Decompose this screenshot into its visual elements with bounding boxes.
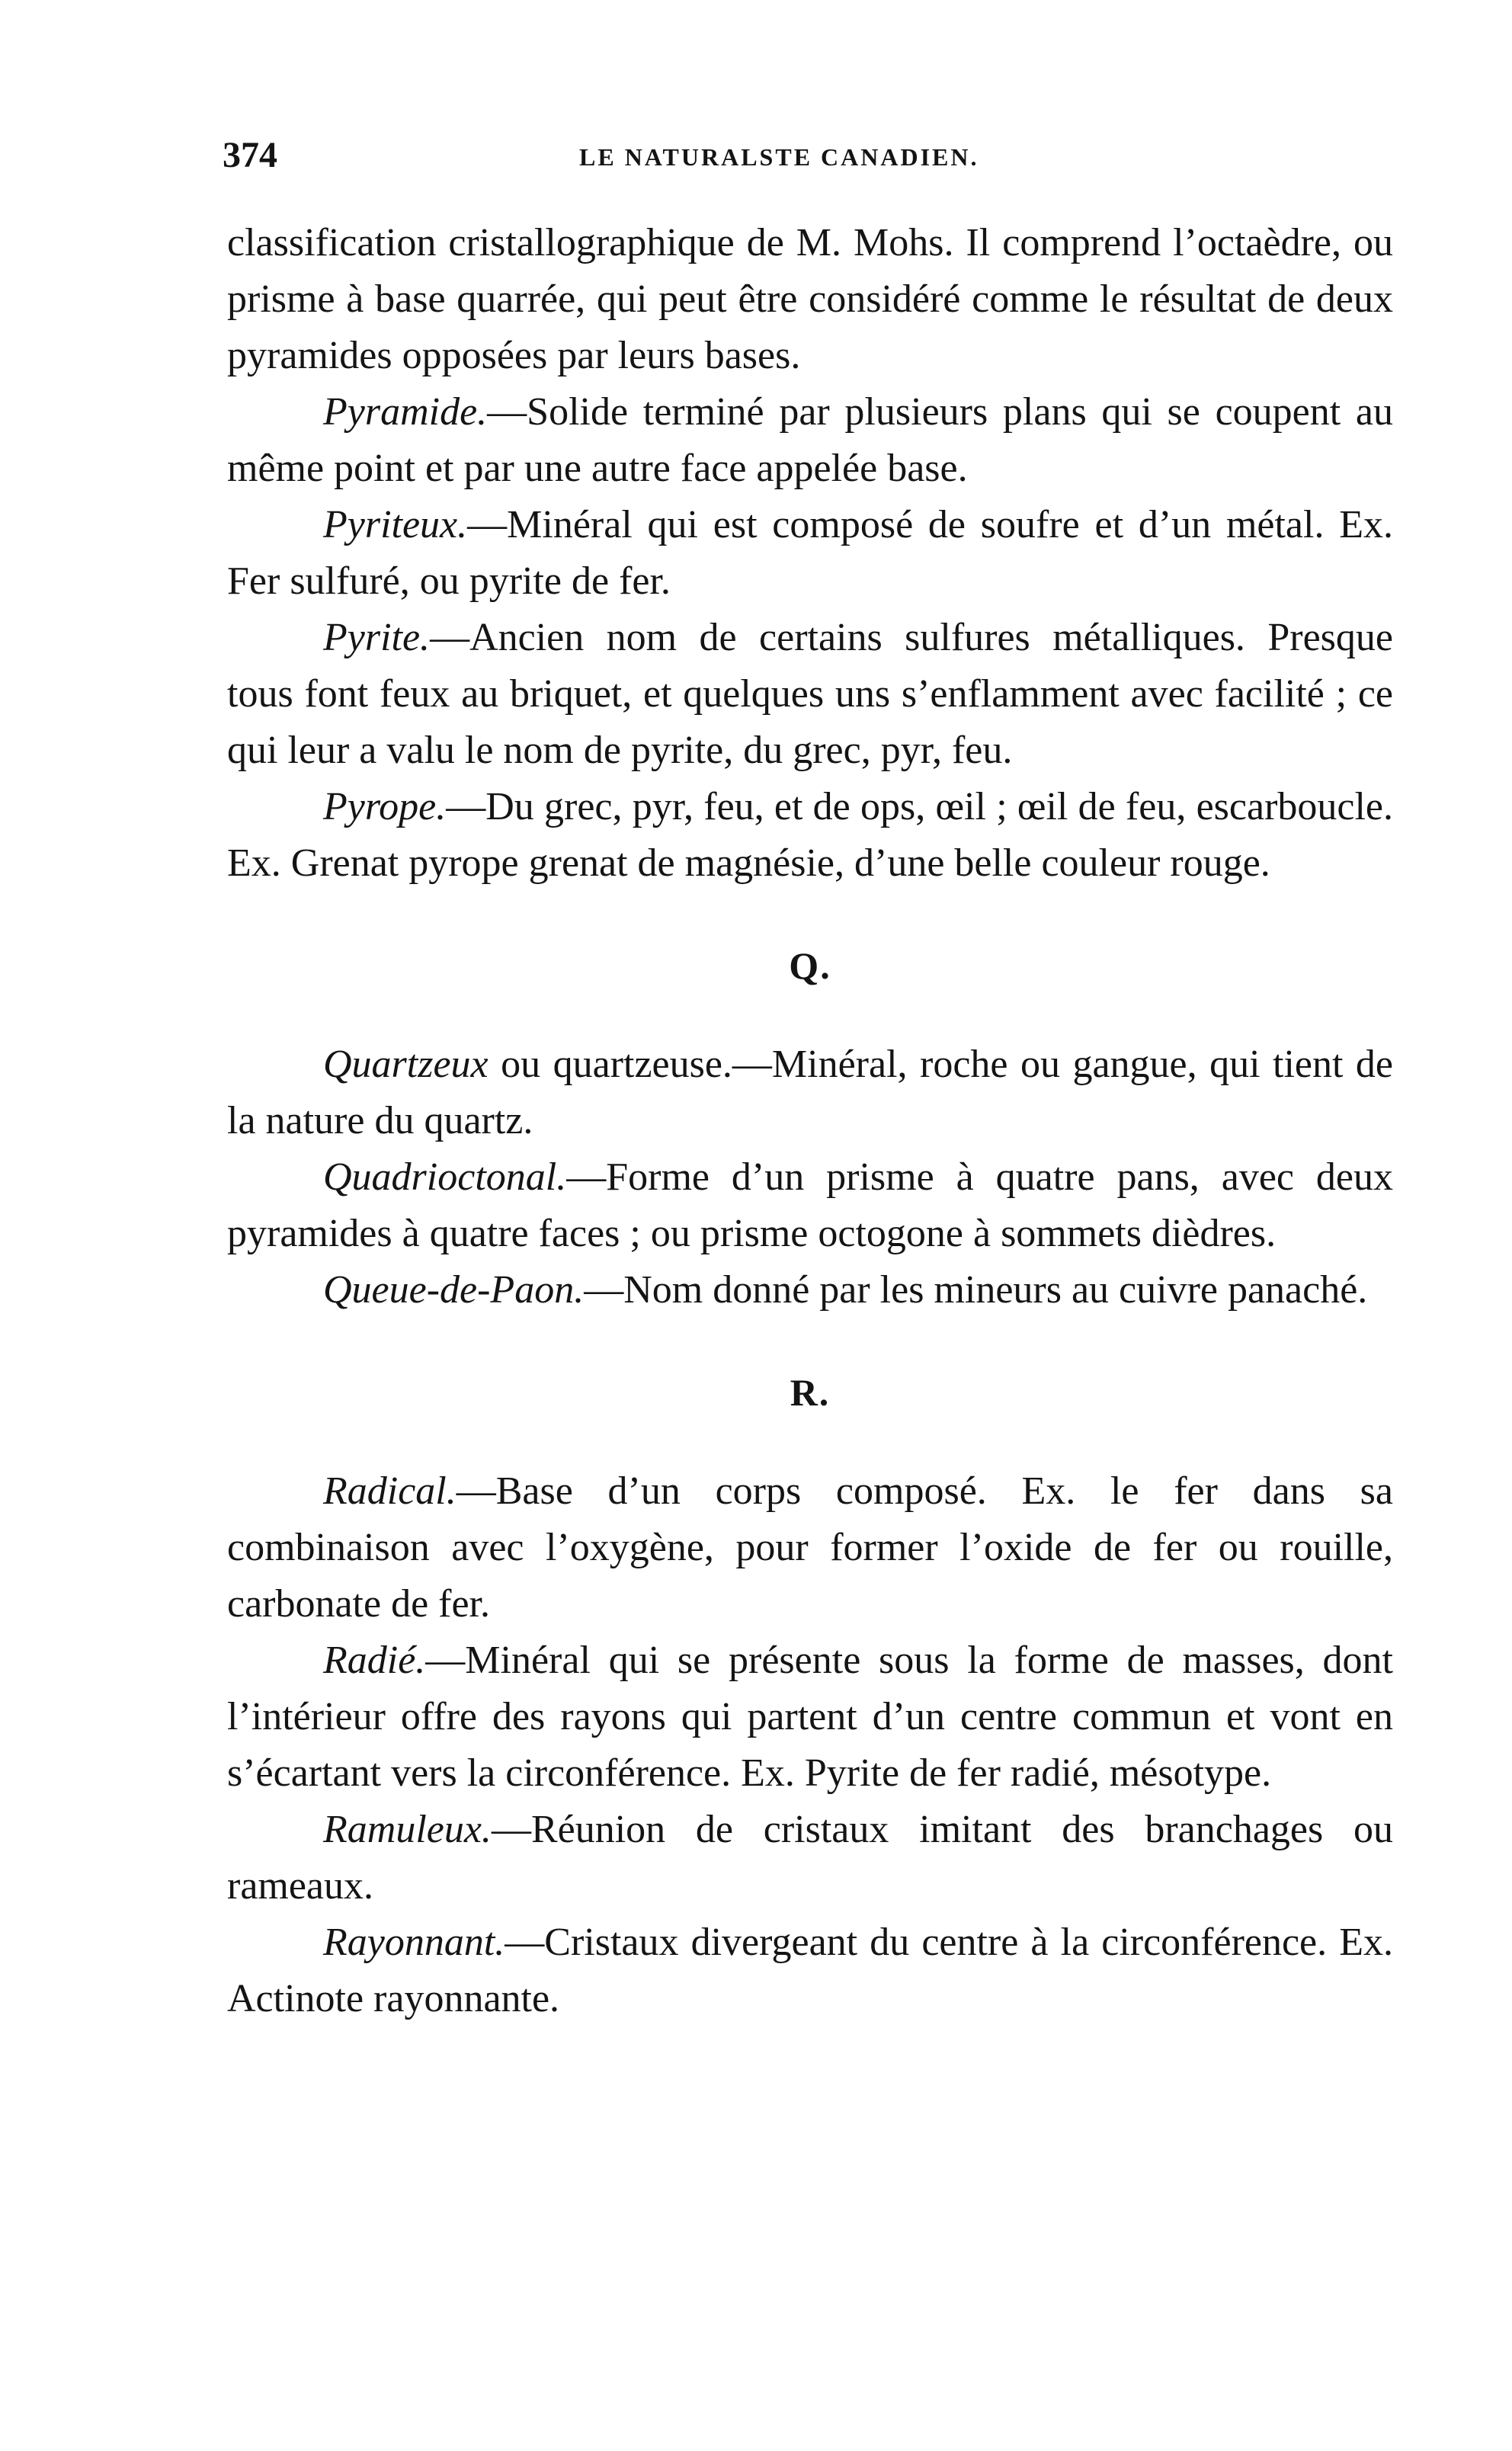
entry-term: Pyrope. [323, 785, 447, 828]
entry-term: Pyrite. [323, 616, 431, 659]
page-number: 374 [223, 135, 277, 175]
page-header [223, 134, 1381, 187]
entry-term: Pyramide. [323, 390, 488, 434]
entry-term: Radical. [323, 1469, 456, 1513]
section-p [227, 384, 1393, 892]
entry-term: Quadrioctonal. [323, 1155, 567, 1199]
entry-radie [227, 1632, 1393, 1802]
entry-term: Rayonnant. [323, 1921, 505, 1964]
entry-definition: ou quartzeuse.—Minéral, roche ou gangue, qui tient de la nature du quartz. [227, 1043, 1393, 1142]
entry-pyrope [227, 779, 1393, 892]
entry-quadrioctonal [227, 1149, 1393, 1262]
entry-term: Quartzeux [323, 1043, 489, 1086]
entry-definition: —Solide terminé par plusieurs plans qui se coupent au même point et par une autre face appelée base. [227, 390, 1393, 490]
entry-pyrite [227, 610, 1393, 779]
entry-term: Radié. [323, 1639, 426, 1682]
entry-radical [227, 1463, 1393, 1632]
entry-definition: —Base d’un corps composé. Ex. le fer dans sa combinaison avec l’oxygène, pour former l’oxide de fer ou rouille, carbonate de fer. [227, 1469, 1393, 1626]
intro-paragraph: classification cristallographique de M. Mohs. Il comprend l’octaèdre, ou prisme à base quarrée, qui peut être considéré comme le résultat de deux pyramides opposées par leurs bases. [227, 221, 1393, 377]
section-r [227, 1463, 1393, 2027]
entry-definition: —Minéral qui est composé de soufre et d’un métal. Ex. Fer sulfuré, ou pyrite de fer. [227, 503, 1393, 603]
entry-definition: —Minéral qui se présente sous la forme de masses, dont l’intérieur offre des rayons qui partent d’un centre commun et vont en s’écartant vers la circonférence. Ex. Pyrite de fer radié, mésotype. [227, 1639, 1393, 1795]
entry-definition: —Cristaux divergeant du centre à la circonférence. Ex. Actinote rayonnante. [227, 1921, 1393, 2020]
entry-definition: —Forme d’un prisme à quatre pans, avec deux pyramides à quatre faces ; ou prisme octogone à sommets dièdres. [227, 1155, 1393, 1255]
entry-definition: —Du grec, pyr, feu, et de ops, œil ; œil de feu, escarboucle. Ex. Grenat pyrope grenat de magnésie, d’une belle couleur rouge. [227, 785, 1393, 885]
entry-rayonnant [227, 1914, 1393, 2027]
running-title: LE NATURALSTE CANADIEN. [579, 143, 979, 171]
entry-pyriteux [227, 497, 1393, 610]
section-q [227, 1036, 1393, 1318]
section-heading-q: Q. [789, 944, 831, 987]
entry-term: Pyriteux. [323, 503, 468, 546]
entry-definition: —Ancien nom de certains sulfures métalliques. Presque tous font feux au briquet, et quelques uns s’enflamment avec facilité ; ce qui leur a valu le nom de pyrite, du grec, pyr, feu. [227, 616, 1393, 772]
entry-queue-de-paon [227, 1262, 1393, 1318]
entry-definition: —Réunion de cristaux imitant des branchages ou rameaux. [227, 1808, 1393, 1908]
entry-quartzeux [227, 1036, 1393, 1149]
section-heading-r: R. [790, 1371, 831, 1414]
page-body [227, 215, 1393, 2027]
entry-term: Queue-de-Paon. [323, 1268, 585, 1312]
entry-definition: —Nom donné par les mineurs au cuivre panaché. [584, 1268, 1368, 1312]
entry-ramuleux [227, 1802, 1393, 1914]
entry-term: Ramuleux. [323, 1808, 492, 1851]
entry-pyramide [227, 384, 1393, 497]
